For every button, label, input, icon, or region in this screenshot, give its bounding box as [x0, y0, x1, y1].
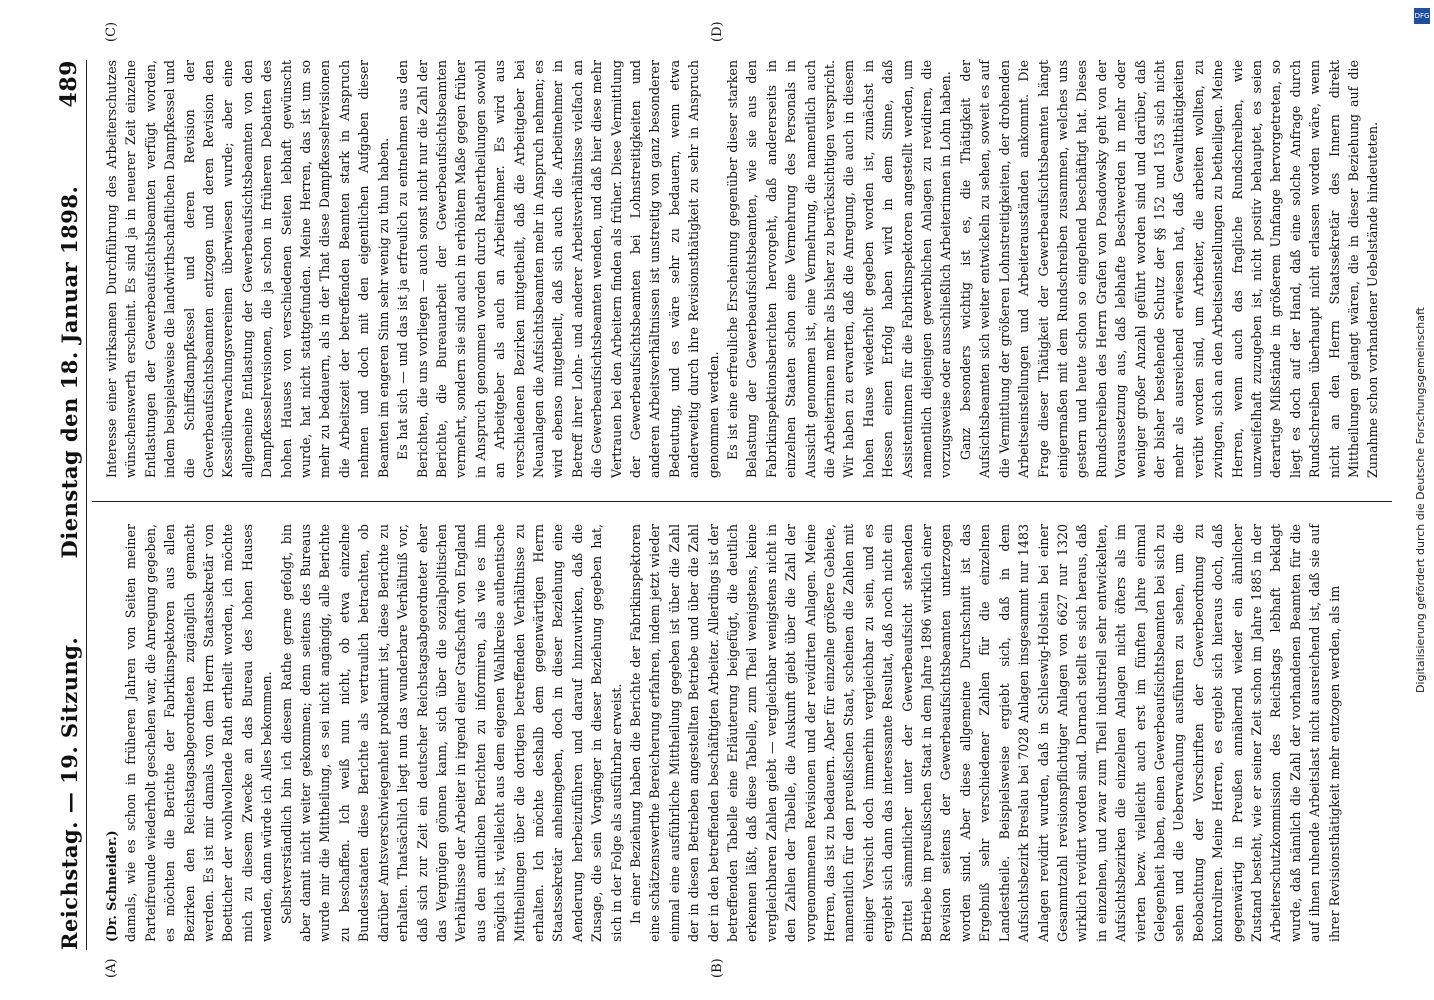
running-header — [48, 60, 82, 950]
paragraph: Es hat sich — und das ist ja erfreulich zu entnehmen aus den Berichten, die uns vorliegen — auch sonst nicht nur die Zahl der Berichte, die Bureauarbeit der Gewerbeaufsichtsbeamten vermehrt, sondern sie sind auch in erhöhtem Maße gegen früher in Anspruch genommen worden durch Rathertheilungen sowohl an Arbeitgeber als auch an Arbeitnehmer. Es wird aus verschiedenen Bezirken mitgetheilt, daß die Arbeitgeber bei Neuanlagen die Aufsichtsbeamten mehr in Anspruch nehmen; es wird ebenso mitgetheilt, daß sich auch die Arbeitnehmer in Betreff ihrer Lohn- und anderer Arbeitsverhältnisse vielfach an die Gewerbeaufsichtsbeamten wenden, und daß hier diese mehr Vertrauen bei den Arbeitern finden als früher. Diese Vermittlung der Gewerbeaufsichtsbeamten bei Lohnstreitigkeiten und anderen Arbeitsverhältnissen ist unstreitig von ganz besonderer Bedeutung, und es wäre sehr zu bedauern, wenn etwa anderweitig durch ihre Revisionsthätigkeit zu sehr in Anspruch genommen werden. — [395, 60, 721, 478]
paragraph: Interesse einer wirksamen Durchführung des Arbeiterschutzes wünschenswerth erscheint. Es sind ja in neuerer Zeit einzelne Entlastungen der Gewerbeaufsichtsbeamten verfügt worden, indem beispielsweise die landwirthschaftlichen Dampfkessel und die Schiffsdampfkessel und deren Revision der Gewerbeaufsichtsbeamten entzogen und deren Revision den Kesselüberwachungsvereinen überwiesen wurde; aber eine allgemeine Entlastung der Gewerbeaufsichtsbeamten von den Dampfkesselrevisionen, die ja schon in früheren Debatten des hohen Hauses von verschiedenen Seiten lebhaft gewünscht wurde, hat nicht stattgefunden. Meine Herren, das ist um so mehr zu bedauern, als in der That diese Dampfkesselrevisionen die Arbeitszeit der betreffenden Beamten stark in Anspruch nehmen und doch mit den eigentlichen Aufgaben dieser Beamten im engeren Sinn sehr wenig zu thun haben. — [104, 60, 391, 478]
paragraph: Es ist eine erfreuliche Erscheinung gegenüber dieser starken Belastung der Gewerbeaufsichtsbeamten, wie sie aus den Fabrikinspektionsberichten hervorgeht, daß andererseits in einzelnen Staaten schon eine Vermehrung des Personals in Aussicht genommen ist, eine Vermehrung, die namentlich auch die Arbeiterinnen mehr als bisher zu berücksichtigen verspricht. Wir haben zu erwarten, daß die Anregung, die auch in diesem hohen Hause wiederholt gegeben worden ist, zunächst in Hessen einen Erfolg haben wird in dem Sinne, daß Assistentinnen für die Fabrikinspektoren angestellt werden, um namentlich diejenigen gewerblichen Anlagen zu revidiren, die vorzugsweise oder ausschließlich Arbeiterinnen in Lohn haben. — [725, 60, 954, 478]
margin-marker-a: (A) — [104, 958, 119, 978]
digitization-note-text: Digitalisierung gefördert durch die Deutsche Forschungsgemeinschaft — [1414, 307, 1427, 693]
header-date: Dienstag den 18. Januar 1898. — [57, 185, 82, 559]
paragraph: Ganz besonders wichtig ist es, die Thätigkeit der Aufsichtsbeamten sich weiter entwickeln zu sehen, soweit es auf die Vermittlung der größeren Lohnstreitigkeiten, der drohenden Arbeitseinstellungen und Arbeiterausständen ankommt. Die Frage dieser Thätigkeit der Gewerbeaufsichtsbeamten hängt einigermaßen mit dem Rundschreiben zusammen, welches uns gestern und heute schon so eingehend beschäftigt hat. Dieses Rundschreiben des Herrn Grafen von Posadowsky geht von der Voraussetzung aus, daß lebhafte Beschwerden in mehr oder weniger großer Anzahl geführt worden sind und darüber, daß der bisher bestehende Schutz der §§ 152 und 153 sich nicht mehr als ausreichend erwiesen hat, daß Gewaltthätigkeiten verübt worden sind, um Arbeiter, die arbeiten wollten, zu zwingen, sich an den Arbeitseinstellungen zu betheiligen. Meine Herren, wenn auch das fragliche Rundschreiben, wie unzweifelhaft zuzugeben ist, nicht positiv behauptet, es seien derartige Mißstände in größerem Umfange hervorgetreten, so liegt es doch auf der Hand, daß eine solche Anfrage durch Rundschreiben überhaupt nicht erlassen worden wäre, wenn nicht an den Herrn Staatssekretär des Innern direkt Mittheilungen gelangt wären, die in dieser Beziehung auf die Zunahme schon vorhandener Uebelstände hindeuteten. — [957, 60, 1381, 478]
digitization-note — [1410, 10, 1432, 990]
paragraph: In einer Beziehung haben die Berichte der Fabrikinspektoren eine schätzenswerthe Bereicherung erfahren, indem jetzt wieder einmal eine ausführliche Mittheilung gegeben ist über die Zahl der in diesen Betrieben angestellten Betriebe und über die Zahl der in den betreffenden beschäftigten Arbeiter. Allerdings ist der betreffenden Tabelle eine Erläuterung beigefügt, die deutlich erkennen läßt, daß diese Tabelle, zum Theil wenigstens, keine vergleichbaren Zahlen giebt — vergleichbar wenigstens nicht in den Zahlen der Tabelle, die Auskunft giebt über die Zahl der vorgenommenen Revisionen und der revidirten Anlagen. Meine Herren, das ist zu bedauern. Aber für einzelne größere Gebiete, namentlich für den preußischen Staat, scheinen die Zahlen mit einiger Vorsicht doch immerhin vergleichbar zu sein, und es ergiebt sich dann das interessante Resultat, daß noch nicht ein Drittel sämmtlicher unter der Gewerbeaufsicht stehenden Betriebe im preußischen Staat in dem Jahre 1896 wirklich einer Revision seitens der Gewerbeaufsichtsbeamten unterzogen worden sind. Aber diese allgemeine Durchschnitt ist das Ergebniß sehr verschiedener Zahlen für die einzelnen Landestheile. Beispielsweise ergiebt sich, daß in dem Aufsichtsbezirk Breslau bei 7028 Anlagen insgesammt nur 1483 Anlagen revidirt wurden, daß in Schleswig-Holstein bei einer Gesammtzahl revisionspflichtiger Anlagen von 6627 nur 1320 wirklich revidirt worden sind. Darnach stellt es sich heraus, daß in einzelnen, und zwar zum Theil industriell sehr entwickelten, Aufsichtsbezirken die einzelnen Anlagen nicht öfters als im vierten bezw. vielleicht auch erst im fünften Jahre einmal Gelegenheit haben, einen Gewerbeaufsichtsbeamten bei sich zu sehen und die Ueberwachung ausführen zu sehen, um die Beobachtung der Vorschriften der Gewerbeordnung zu kontroliren. Meine Herren, es ergiebt sich hieraus doch, daß gegenwärtig in Preußen annähernd wieder ein ähnlicher Zustand besteht, wie er seiner Zeit schon im Jahre 1885 in der Arbeiterschutzkommission des Reichstags lebhaft beklagt wurde, daß nämlich die Zahl der vorhandenen Beamten für die auf ihnen ruhende Arbeitslast nicht ausreichend ist, daß sie auf ihrer Revisionsthätigkeit mehr entzogen werden, als im — [627, 524, 1342, 942]
paragraph: damals, wie es schon in früheren Jahren von Seiten meiner Parteifreunde wiederholt geschehen war, die Anregung gegeben, es möchten die Berichte der Fabrikinspektoren aus allen Bezirken den Reichstagsabgeordneten zugänglich gemacht werden. Es ist mir damals von dem Herrn Staatssekretär von Boetticher der wohlwollende Rath ertheilt worden, ich möchte mich zu diesem Zwecke an das Bureau des hohen Hauses wenden, dann würde ich Alles bekommen. — [123, 524, 275, 942]
speaker-name: (Dr. Schneider.) — [104, 830, 119, 942]
header-rule — [86, 60, 87, 950]
paragraph: Selbstverständlich bin ich diesem Rathe gerne gefolgt, bin aber damit nicht weiter gekommen; denn seitens des Bureaus wurde mir die Mittheilung, es sei nicht angängig, alle Berichte zu beschaffen. Ich weiß nun nicht, ob etwa einzelne Bundesstaaten diese Berichte als vertraulich betrachten, ob darüber Amtsverschwiegenheit proklamirt ist, diese Berichte zu erhalten. Thatsächlich liegt nun das wunderbare Verhältniß vor, daß sich zur Zeit ein deutscher Reichstagsabgeordneter eher das Vergnügen gönnen kann, sich über die sozialpolitischen Verhältnisse der Arbeiter in irgend einer Grafschaft von England aus den amtlichen Berichten zu informiren, als wie es ihm möglich ist, vielleicht aus dem eigenen Wahlkreise authentische Mittheilungen über die dortigen betreffenden Verhältnisse zu erhalten. Ich möchte deshalb dem gegenwärtigen Herrn Staatssekretär anheimgeben, doch in dieser Beziehung eine Aenderung herbeizuführen und darauf hinzuwirken, daß die Zusage, die sein Vorgänger in dieser Beziehung gegeben hat, sich in der Folge als ausführbar erweist. — [278, 524, 624, 942]
header-session: Reichstag. — 19. Sitzung. — [57, 636, 82, 950]
margin-marker-b: (B) — [710, 958, 725, 978]
margin-marker-d: (D) — [710, 21, 725, 42]
left-column — [102, 524, 1372, 942]
page-number: 489 — [56, 60, 82, 108]
dfg-logo: DFG — [1414, 8, 1430, 24]
column-divider — [92, 501, 1392, 502]
rotated-page — [20, 0, 1410, 1000]
right-column — [102, 60, 1381, 478]
margin-marker-c: (C) — [104, 21, 119, 42]
speaker-label — [102, 524, 121, 942]
